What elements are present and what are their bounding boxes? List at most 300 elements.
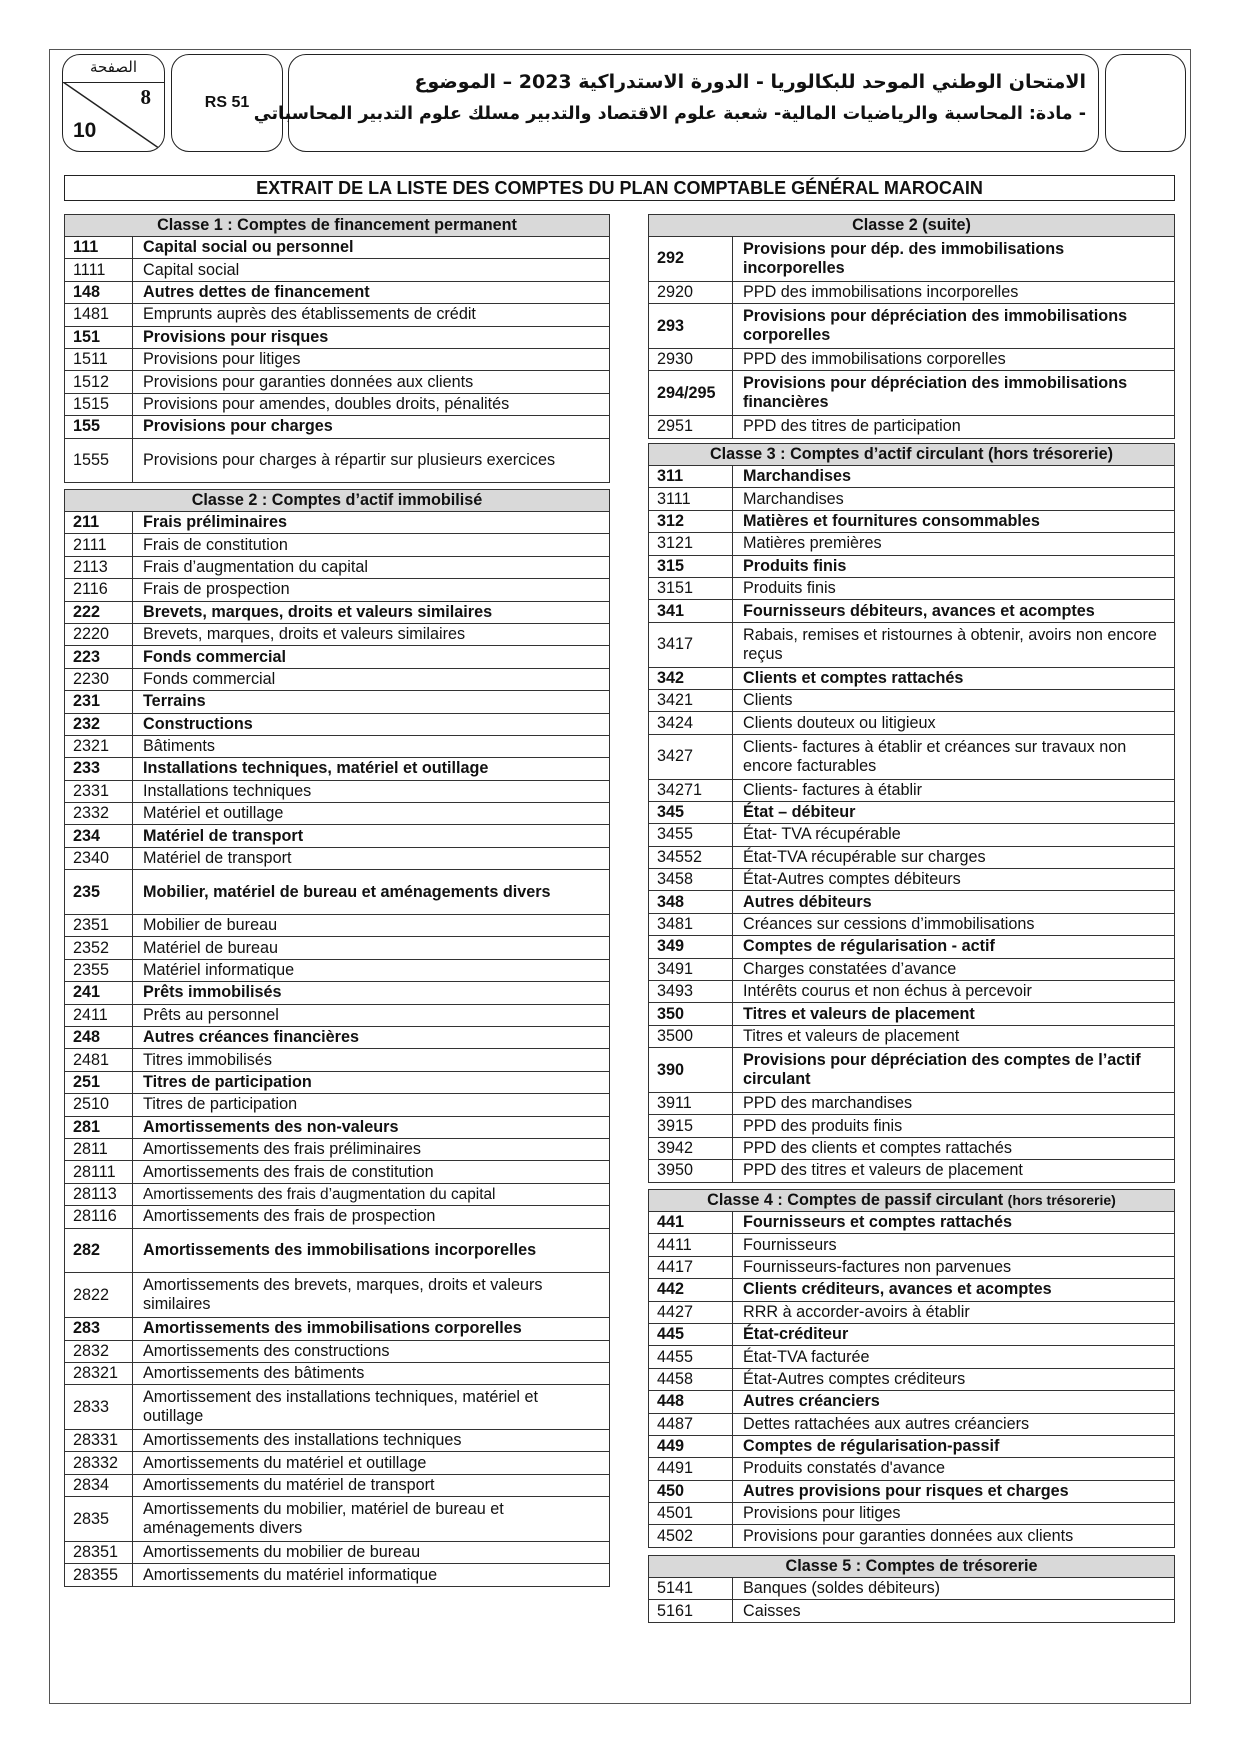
account-row bbox=[649, 913, 1175, 935]
account-label: Matières premières bbox=[733, 533, 1175, 555]
account-code: 2951 bbox=[649, 416, 733, 438]
account-label: Autres dettes de financement bbox=[133, 281, 610, 303]
account-code: 341 bbox=[649, 600, 733, 622]
account-label: Autres débiteurs bbox=[733, 891, 1175, 913]
account-row bbox=[649, 1256, 1175, 1278]
account-row bbox=[65, 1362, 610, 1384]
account-row bbox=[649, 1458, 1175, 1480]
account-code: 442 bbox=[649, 1279, 733, 1301]
account-code: 1481 bbox=[65, 304, 133, 326]
account-row bbox=[65, 1161, 610, 1183]
account-row bbox=[649, 712, 1175, 734]
account-row bbox=[65, 1474, 610, 1496]
account-label: Provisions pour amendes, doubles droits, pénalités bbox=[133, 393, 610, 415]
account-label: Fournisseurs-factures non parvenues bbox=[733, 1256, 1175, 1278]
account-row bbox=[649, 622, 1175, 667]
account-code: 4502 bbox=[649, 1525, 733, 1547]
account-code: 4427 bbox=[649, 1301, 733, 1323]
account-code: 222 bbox=[65, 601, 133, 623]
account-code: 1512 bbox=[65, 371, 133, 393]
account-row bbox=[65, 847, 610, 869]
account-row bbox=[649, 801, 1175, 823]
account-label: Clients- factures à établir et créances sur travaux non encore facturables bbox=[733, 734, 1175, 779]
account-row bbox=[65, 937, 610, 959]
account-code: 283 bbox=[65, 1318, 133, 1340]
account-label: Amortissements des immobilisations corporelles bbox=[133, 1318, 610, 1340]
account-row bbox=[649, 1301, 1175, 1323]
account-label: Comptes de régularisation - actif bbox=[733, 936, 1175, 958]
account-label: Titres et valeurs de placement bbox=[733, 1003, 1175, 1025]
class-4-table bbox=[648, 1189, 1175, 1548]
account-code: 28355 bbox=[65, 1564, 133, 1586]
account-code: 4455 bbox=[649, 1346, 733, 1368]
account-code: 2331 bbox=[65, 780, 133, 802]
account-code: 28113 bbox=[65, 1183, 133, 1205]
account-code: 151 bbox=[65, 326, 133, 348]
account-label: PPD des marchandises bbox=[733, 1092, 1175, 1114]
account-label: Produits constatés d'avance bbox=[733, 1458, 1175, 1480]
class-title: Classe 3 : Comptes d’actif circulant (hors trésorerie) bbox=[649, 444, 1175, 466]
account-row bbox=[649, 577, 1175, 599]
account-code: 282 bbox=[65, 1228, 133, 1273]
account-code: 3417 bbox=[649, 622, 733, 667]
account-code: 2411 bbox=[65, 1004, 133, 1026]
account-row bbox=[649, 1435, 1175, 1457]
account-row bbox=[65, 668, 610, 690]
account-code: 445 bbox=[649, 1323, 733, 1345]
account-code: 315 bbox=[649, 555, 733, 577]
account-code: 2332 bbox=[65, 803, 133, 825]
account-row bbox=[65, 281, 610, 303]
account-code: 5141 bbox=[649, 1578, 733, 1600]
account-row bbox=[649, 1323, 1175, 1345]
account-row bbox=[649, 1137, 1175, 1159]
account-code: 292 bbox=[649, 237, 733, 282]
account-row bbox=[65, 1138, 610, 1160]
account-label: Provisions pour dépréciation des immobilisations corporelles bbox=[733, 304, 1175, 349]
account-label: Amortissements du mobilier de bureau bbox=[133, 1542, 610, 1564]
account-row bbox=[65, 870, 610, 915]
account-row bbox=[65, 601, 610, 623]
account-code: 3455 bbox=[649, 824, 733, 846]
account-row bbox=[649, 958, 1175, 980]
account-row bbox=[65, 758, 610, 780]
account-label: PPD des produits finis bbox=[733, 1115, 1175, 1137]
account-label: PPD des immobilisations incorporelles bbox=[733, 281, 1175, 303]
account-code: 3481 bbox=[649, 913, 733, 935]
account-label: Titres immobilisés bbox=[133, 1049, 610, 1071]
account-code: 3427 bbox=[649, 734, 733, 779]
account-code: 1515 bbox=[65, 393, 133, 415]
account-row bbox=[65, 1273, 610, 1318]
account-code: 281 bbox=[65, 1116, 133, 1138]
total-pages: 10 bbox=[73, 119, 97, 142]
class-header-row bbox=[65, 215, 610, 237]
account-code: 3421 bbox=[649, 689, 733, 711]
account-label: Comptes de régularisation-passif bbox=[733, 1435, 1175, 1457]
account-label: Amortissements du matériel informatique bbox=[133, 1564, 610, 1586]
account-code: 34552 bbox=[649, 846, 733, 868]
account-row bbox=[65, 1071, 610, 1093]
account-label: Titres de participation bbox=[133, 1071, 610, 1093]
account-label: Fonds commercial bbox=[133, 646, 610, 668]
account-label: Matériel de bureau bbox=[133, 937, 610, 959]
account-row bbox=[65, 959, 610, 981]
account-row bbox=[649, 1346, 1175, 1368]
account-row bbox=[649, 846, 1175, 868]
account-row bbox=[65, 1452, 610, 1474]
account-code: 2833 bbox=[65, 1385, 133, 1430]
account-row bbox=[649, 824, 1175, 846]
account-row bbox=[65, 623, 610, 645]
account-label: Provisions pour dépréciation des immobilisations financières bbox=[733, 371, 1175, 416]
account-code: 3458 bbox=[649, 869, 733, 891]
account-code: 342 bbox=[649, 667, 733, 689]
class-1-table bbox=[64, 214, 610, 483]
account-code: 2113 bbox=[65, 556, 133, 578]
account-code: 2510 bbox=[65, 1094, 133, 1116]
account-code: 2351 bbox=[65, 915, 133, 937]
account-code: 4417 bbox=[649, 1256, 733, 1278]
account-code: 1511 bbox=[65, 348, 133, 370]
account-code: 3151 bbox=[649, 577, 733, 599]
account-row bbox=[649, 1480, 1175, 1502]
class-header-row bbox=[649, 444, 1175, 466]
account-row bbox=[65, 1183, 610, 1205]
account-label: Provisions pour litiges bbox=[733, 1503, 1175, 1525]
account-row bbox=[649, 936, 1175, 958]
account-code: 248 bbox=[65, 1027, 133, 1049]
account-label: Amortissements des installations techniques bbox=[133, 1430, 610, 1452]
class-title: Classe 2 : Comptes d’actif immobilisé bbox=[65, 490, 610, 512]
account-row bbox=[649, 510, 1175, 532]
account-label: Titres de participation bbox=[133, 1094, 610, 1116]
account-code: 2930 bbox=[649, 348, 733, 370]
account-label: État- TVA récupérable bbox=[733, 824, 1175, 846]
exam-code: RS 51 bbox=[204, 94, 250, 111]
account-label: Fournisseurs et comptes rattachés bbox=[733, 1212, 1175, 1234]
account-label: Matières et fournitures consommables bbox=[733, 510, 1175, 532]
account-row bbox=[65, 1094, 610, 1116]
account-label: Installations techniques bbox=[133, 780, 610, 802]
account-row bbox=[649, 1234, 1175, 1256]
account-label: Produits finis bbox=[733, 577, 1175, 599]
account-code: 1111 bbox=[65, 259, 133, 281]
account-row bbox=[649, 1025, 1175, 1047]
account-code: 28331 bbox=[65, 1430, 133, 1452]
account-code: 1555 bbox=[65, 438, 133, 483]
account-row bbox=[649, 488, 1175, 510]
class-title: Classe 2 (suite) bbox=[649, 215, 1175, 237]
account-label: Banques (soldes débiteurs) bbox=[733, 1578, 1175, 1600]
account-label: Clients et comptes rattachés bbox=[733, 667, 1175, 689]
account-code: 2340 bbox=[65, 847, 133, 869]
class-title: Classe 1 : Comptes de financement permanent bbox=[65, 215, 610, 237]
account-label: Produits finis bbox=[733, 555, 1175, 577]
account-row bbox=[65, 825, 610, 847]
account-row bbox=[65, 512, 610, 534]
account-row bbox=[65, 348, 610, 370]
account-label: Emprunts auprès des établissements de crédit bbox=[133, 304, 610, 326]
account-label: Frais de constitution bbox=[133, 534, 610, 556]
account-label: Provisions pour charges à répartir sur plusieurs exercices bbox=[133, 438, 610, 483]
exam-title-line1: الامتحان الوطني الموحد للبكالوريا - الدورة الاستدراكية 2023 – الموضوع bbox=[414, 71, 1086, 93]
account-label: Fournisseurs bbox=[733, 1234, 1175, 1256]
account-row bbox=[649, 1525, 1175, 1547]
account-row bbox=[649, 237, 1175, 282]
account-label: Amortissements du matériel de transport bbox=[133, 1474, 610, 1496]
account-row bbox=[65, 579, 610, 601]
class-header-row bbox=[65, 490, 610, 512]
class-title: Classe 4 : Comptes de passif circulant (hors trésorerie) bbox=[649, 1190, 1175, 1212]
account-row bbox=[65, 1206, 610, 1228]
account-row bbox=[65, 713, 610, 735]
account-label: RRR à accorder-avoirs à établir bbox=[733, 1301, 1175, 1323]
account-row bbox=[65, 326, 610, 348]
account-code: 293 bbox=[649, 304, 733, 349]
account-row bbox=[65, 735, 610, 757]
account-label: PPD des titres de participation bbox=[733, 416, 1175, 438]
account-row bbox=[65, 1430, 610, 1452]
account-code: 2811 bbox=[65, 1138, 133, 1160]
account-code: 390 bbox=[649, 1048, 733, 1093]
account-label: État – débiteur bbox=[733, 801, 1175, 823]
account-label: Marchandises bbox=[733, 488, 1175, 510]
account-label: Caisses bbox=[733, 1600, 1175, 1622]
account-code: 348 bbox=[649, 891, 733, 913]
account-label: État-TVA facturée bbox=[733, 1346, 1175, 1368]
account-label: Installations techniques, matériel et outillage bbox=[133, 758, 610, 780]
account-code: 294/295 bbox=[649, 371, 733, 416]
account-row bbox=[65, 1542, 610, 1564]
account-label: Titres et valeurs de placement bbox=[733, 1025, 1175, 1047]
account-label: État-créditeur bbox=[733, 1323, 1175, 1345]
account-row bbox=[65, 1116, 610, 1138]
account-row bbox=[649, 371, 1175, 416]
account-label: Provisions pour dépréciation des comptes de l’actif circulant bbox=[733, 1048, 1175, 1093]
account-code: 2352 bbox=[65, 937, 133, 959]
account-row bbox=[65, 915, 610, 937]
account-code: 235 bbox=[65, 870, 133, 915]
account-code: 251 bbox=[65, 1071, 133, 1093]
account-row bbox=[65, 371, 610, 393]
account-row bbox=[649, 689, 1175, 711]
account-label: Matériel de transport bbox=[133, 847, 610, 869]
account-label: Amortissements des frais de prospection bbox=[133, 1206, 610, 1228]
class-2-suite-table bbox=[648, 214, 1175, 439]
account-code: 2822 bbox=[65, 1273, 133, 1318]
account-label: Autres provisions pour risques et charges bbox=[733, 1480, 1175, 1502]
account-code: 4487 bbox=[649, 1413, 733, 1435]
account-row bbox=[649, 869, 1175, 891]
account-label: Amortissements du matériel et outillage bbox=[133, 1452, 610, 1474]
account-row bbox=[65, 646, 610, 668]
account-label: Dettes rattachées aux autres créanciers bbox=[733, 1413, 1175, 1435]
account-code: 2481 bbox=[65, 1049, 133, 1071]
account-code: 223 bbox=[65, 646, 133, 668]
account-row bbox=[65, 416, 610, 438]
account-code: 3424 bbox=[649, 712, 733, 734]
account-code: 28321 bbox=[65, 1362, 133, 1384]
account-row bbox=[649, 533, 1175, 555]
account-label: Amortissements du mobilier, matériel de bureau et aménagements divers bbox=[133, 1497, 610, 1542]
account-code: 234 bbox=[65, 825, 133, 847]
account-code: 4501 bbox=[649, 1503, 733, 1525]
account-code: 2920 bbox=[649, 281, 733, 303]
account-code: 3500 bbox=[649, 1025, 733, 1047]
account-label: Amortissements des brevets, marques, droits et valeurs similaires bbox=[133, 1273, 610, 1318]
account-row bbox=[649, 1212, 1175, 1234]
account-label: Frais de prospection bbox=[133, 579, 610, 601]
account-label: PPD des clients et comptes rattachés bbox=[733, 1137, 1175, 1159]
account-row bbox=[65, 1340, 610, 1362]
account-row bbox=[649, 1092, 1175, 1114]
account-label: Provisions pour risques bbox=[133, 326, 610, 348]
account-code: 231 bbox=[65, 691, 133, 713]
account-code: 3911 bbox=[649, 1092, 733, 1114]
account-code: 155 bbox=[65, 416, 133, 438]
account-label: PPD des titres et valeurs de placement bbox=[733, 1160, 1175, 1182]
account-code: 5161 bbox=[649, 1600, 733, 1622]
account-row bbox=[65, 803, 610, 825]
account-row bbox=[65, 1004, 610, 1026]
account-label: Autres créances financières bbox=[133, 1027, 610, 1049]
account-code: 350 bbox=[649, 1003, 733, 1025]
account-row bbox=[65, 1027, 610, 1049]
account-label: Provisions pour charges bbox=[133, 416, 610, 438]
account-row bbox=[649, 348, 1175, 370]
account-row bbox=[649, 1160, 1175, 1182]
account-label: Clients douteux ou litigieux bbox=[733, 712, 1175, 734]
account-label: Prêts au personnel bbox=[133, 1004, 610, 1026]
account-row bbox=[649, 667, 1175, 689]
account-code: 441 bbox=[649, 1212, 733, 1234]
account-code: 3950 bbox=[649, 1160, 733, 1182]
account-code: 211 bbox=[65, 512, 133, 534]
account-label: État-Autres comptes créditeurs bbox=[733, 1368, 1175, 1390]
class-2-table bbox=[64, 489, 610, 1587]
account-row bbox=[65, 780, 610, 802]
account-row bbox=[649, 779, 1175, 801]
account-label: Amortissements des bâtiments bbox=[133, 1362, 610, 1384]
account-label: Clients créditeurs, avances et acomptes bbox=[733, 1279, 1175, 1301]
account-label: Capital social ou personnel bbox=[133, 237, 610, 259]
account-row bbox=[65, 1318, 610, 1340]
account-code: 448 bbox=[649, 1391, 733, 1413]
account-row bbox=[649, 1600, 1175, 1622]
account-code: 28116 bbox=[65, 1206, 133, 1228]
class-5-table bbox=[648, 1555, 1175, 1623]
account-row bbox=[65, 556, 610, 578]
account-row bbox=[649, 1368, 1175, 1390]
account-code: 349 bbox=[649, 936, 733, 958]
account-label: PPD des immobilisations corporelles bbox=[733, 348, 1175, 370]
account-code: 3493 bbox=[649, 981, 733, 1003]
account-code: 4411 bbox=[649, 1234, 733, 1256]
account-row bbox=[649, 281, 1175, 303]
account-label: Clients bbox=[733, 689, 1175, 711]
account-label: Brevets, marques, droits et valeurs similaires bbox=[133, 623, 610, 645]
account-label: Marchandises bbox=[733, 466, 1175, 488]
page-label: الصفحة bbox=[89, 58, 138, 76]
account-code: 148 bbox=[65, 281, 133, 303]
account-row bbox=[65, 259, 610, 281]
account-label: Constructions bbox=[133, 713, 610, 735]
account-code: 345 bbox=[649, 801, 733, 823]
account-row bbox=[65, 691, 610, 713]
account-row bbox=[65, 304, 610, 326]
account-code: 2230 bbox=[65, 668, 133, 690]
account-label: Matériel de transport bbox=[133, 825, 610, 847]
account-code: 3121 bbox=[649, 533, 733, 555]
account-label: Fonds commercial bbox=[133, 668, 610, 690]
account-code: 2832 bbox=[65, 1340, 133, 1362]
account-row bbox=[65, 393, 610, 415]
account-row bbox=[649, 466, 1175, 488]
blank-box bbox=[1105, 54, 1186, 152]
account-row bbox=[649, 1115, 1175, 1137]
account-row bbox=[649, 1003, 1175, 1025]
account-code: 28332 bbox=[65, 1452, 133, 1474]
account-code: 3915 bbox=[649, 1115, 733, 1137]
exam-title-line2: - مادة: المحاسبة والرياضيات المالية- شعبة علوم الاقتصاد والتدبير مسلك علوم التدبير المحاسباتي bbox=[253, 104, 1086, 124]
account-label: Amortissements des frais préliminaires bbox=[133, 1138, 610, 1160]
account-row bbox=[65, 1049, 610, 1071]
account-row bbox=[65, 1564, 610, 1586]
account-label: Matériel informatique bbox=[133, 959, 610, 981]
account-row bbox=[649, 1503, 1175, 1525]
account-label: Amortissements des constructions bbox=[133, 1340, 610, 1362]
account-label: Provisions pour garanties données aux clients bbox=[133, 371, 610, 393]
account-label: Matériel et outillage bbox=[133, 803, 610, 825]
account-label: État-TVA récupérable sur charges bbox=[733, 846, 1175, 868]
account-code: 4491 bbox=[649, 1458, 733, 1480]
account-label: Capital social bbox=[133, 259, 610, 281]
account-code: 2111 bbox=[65, 534, 133, 556]
account-label: Provisions pour dép. des immobilisations incorporelles bbox=[733, 237, 1175, 282]
account-code: 2220 bbox=[65, 623, 133, 645]
class-title: Classe 5 : Comptes de trésorerie bbox=[649, 1556, 1175, 1578]
account-label: Provisions pour garanties données aux clients bbox=[733, 1525, 1175, 1547]
account-code: 312 bbox=[649, 510, 733, 532]
page-title: EXTRAIT DE LA LISTE DES COMPTES DU PLAN COMPTABLE GÉNÉRAL MAROCAIN bbox=[64, 175, 1175, 201]
account-row bbox=[65, 1228, 610, 1273]
account-label: État-Autres comptes débiteurs bbox=[733, 869, 1175, 891]
account-row bbox=[649, 981, 1175, 1003]
account-label: Bâtiments bbox=[133, 735, 610, 757]
account-code: 3942 bbox=[649, 1137, 733, 1159]
class-header-row bbox=[649, 215, 1175, 237]
account-label: Rabais, remises et ristournes à obtenir, avoirs non encore reçus bbox=[733, 622, 1175, 667]
account-row bbox=[65, 237, 610, 259]
account-row bbox=[649, 600, 1175, 622]
account-row bbox=[65, 1385, 610, 1430]
account-code: 3491 bbox=[649, 958, 733, 980]
account-code: 450 bbox=[649, 1480, 733, 1502]
account-row bbox=[649, 1048, 1175, 1093]
account-code: 2116 bbox=[65, 579, 133, 601]
account-row bbox=[649, 1391, 1175, 1413]
account-label: Amortissements des non-valeurs bbox=[133, 1116, 610, 1138]
account-code: 34271 bbox=[649, 779, 733, 801]
account-code: 449 bbox=[649, 1435, 733, 1457]
account-row bbox=[649, 555, 1175, 577]
class-3-table bbox=[648, 443, 1175, 1183]
account-row bbox=[649, 1413, 1175, 1435]
account-row bbox=[649, 1578, 1175, 1600]
account-label: Créances sur cessions d’immobilisations bbox=[733, 913, 1175, 935]
account-code: 28111 bbox=[65, 1161, 133, 1183]
